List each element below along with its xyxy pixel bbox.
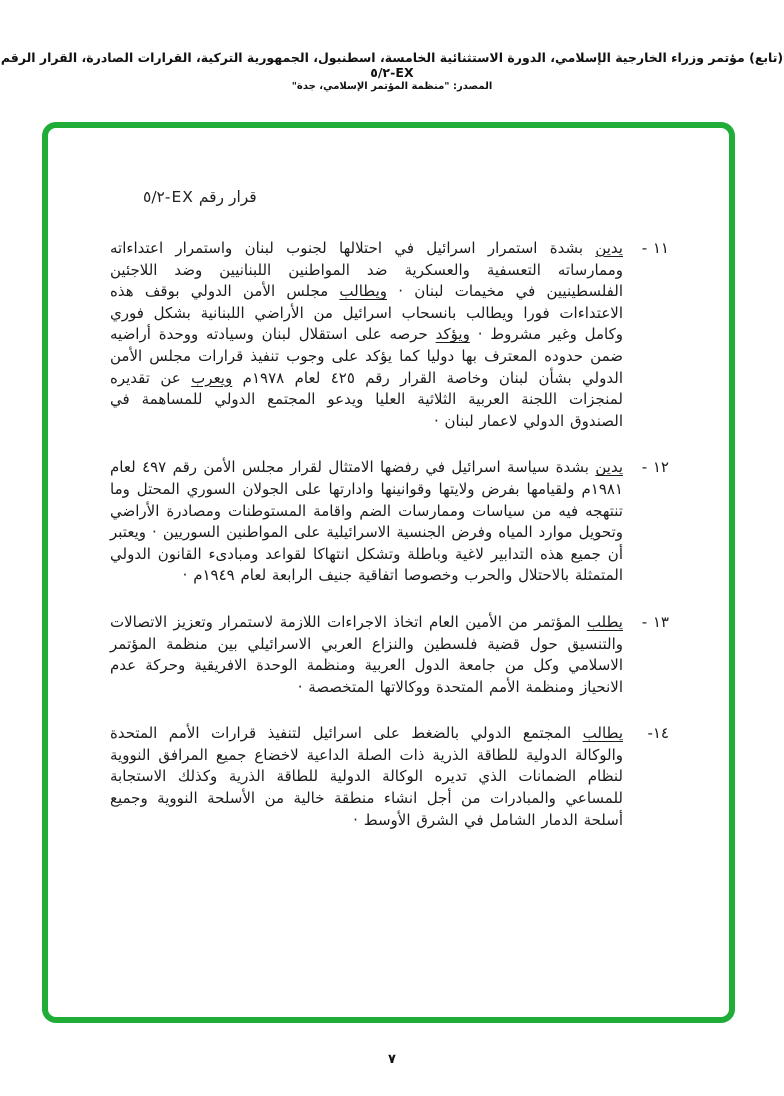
paragraph-number: ١٣ - bbox=[641, 612, 669, 631]
page-header-line1: (تابع) مؤتمر وزراء الخارجية الإسلامي، الدورة الاستثنائية الخامسة، اسطنبول، الجمهورية التركية، القرارات الصادرة، القرار الرقم ‎EX-٥/٢‎ bbox=[0, 50, 784, 80]
paragraph-text: حرصه على استقلال لبنان وسيادته ووحدة أراضيه ضمن حدوده المعترف بها دوليا كما يؤكد على وجوب تنفيذ قرارات مجلس الأمن الدولي بشأن لبنان وخاصة القرار رقم ٤٢٥ لعام ١٩٧٨م bbox=[110, 325, 623, 387]
paragraph-keyword: يطلب bbox=[586, 612, 623, 631]
paragraph-text: عن تقديره لمنجزات اللجنة العربية الثلاثية العليا ويدعو المجتمع الدولي للمساهمة في الصندوق الدولي لاعمار لبنان · bbox=[110, 368, 623, 430]
paragraph-keyword: ويطالب bbox=[339, 282, 387, 301]
page-number: ٧ bbox=[388, 1052, 396, 1067]
paragraph-text: مجلس الأمن الدولي بوقف هذه الاعتداءات فورا ويطالب بانسحاب اسرائيل من الأراضي اللبنانية بشكل فوري وكامل وغير مشروط · bbox=[110, 282, 624, 344]
paragraph-text: بشدة سياسة اسرائيل في رفضها الامتثال لقرار مجلس الأمن رقم ٤٩٧ لعام ١٩٨١م ولقيامها بفرض ولايتها وقوانينها وادارتها على الجولان السوري المحتل وما تنتهجه فيه من سياسات وممارسات الضم واقامة المستوطنات ومصادرة الأراضي وتحويل موارد المياه وفرض الجنسية الاسرائيلية على المواطنين السوريين · ويعتبر أن جميع هذه التدابير لاغية وباطلة وتشكل انتهاكا لقواعد ومبادىء القانون الدولي المتمثلة بالاحتلال والحرب وخصوصا اتفاقية جنيف الرابعة لعام ١٩٤٩م · bbox=[110, 458, 623, 585]
paragraph-keyword: يطالب bbox=[582, 724, 623, 743]
page-header-line2: المصدر: "منظمة المؤتمر الإسلامي، جدة" bbox=[291, 81, 493, 92]
paragraph-keyword: يدين bbox=[595, 458, 624, 477]
resolution-paragraph bbox=[110, 612, 669, 698]
paragraph-text: المجتمع الدولي بالضغط على اسرائيل لتنفيذ قرارات الأمم المتحدة والوكالة الدولية للطاقة الذرية ذات الصلة الداعية لاخضاع جميع المرافق النووية لنظام الضمانات الذي تديره الوكالة الدولية للطاقة الذرية وكذلك الاستجابة للمساعي والمبادرات من أجل انشاء منطقة خالية من الأسلحة النووية وجميع أسلحة الدمار الشامل في الشرق الأوسط · bbox=[110, 724, 623, 829]
resolution-paragraphs bbox=[110, 238, 669, 856]
paragraph-text: المؤتمر من الأمين العام اتخاذ الاجراءات اللازمة لاستمرار وتعزيز الاتصالات والتنسيق حول قضية فلسطين والنزاع العربي الاسرائيلي بين منظمة المؤتمر الاسلامي وكل من جامعة الدول العربية ومنظمة الوحدة الافريقية وحركة عدم الانحياز ومنظمة الأمم المتحدة ووكالاتها المتخصصة · bbox=[110, 612, 623, 696]
resolution-paragraph bbox=[110, 723, 669, 831]
resolution-paragraph bbox=[110, 457, 669, 587]
paragraph-text: بشدة استمرار اسرائيل في احتلالها لجنوب لبنان واستمرار اعتداءاته وممارساته التعسفية والعسكرية ضد المواطنين اللبنانيين وضد اللاجئين الفلسطينيين في مخيمات لبنان · bbox=[110, 239, 623, 301]
paragraph-number: ١١ - bbox=[641, 239, 669, 257]
paragraph-keyword: يدين bbox=[595, 239, 623, 257]
paragraph-number: ١٤- bbox=[647, 724, 669, 743]
paragraph-keyword: ويؤكد bbox=[435, 325, 470, 344]
paragraph-number: ١٢ - bbox=[641, 458, 669, 477]
resolution-paragraph bbox=[110, 238, 669, 432]
paragraph-keyword: ويعرب bbox=[191, 368, 233, 387]
resolution-title: قرار رقم ‎EX-٥/٢‎ bbox=[143, 188, 257, 206]
document-highlight-frame bbox=[42, 122, 735, 1023]
